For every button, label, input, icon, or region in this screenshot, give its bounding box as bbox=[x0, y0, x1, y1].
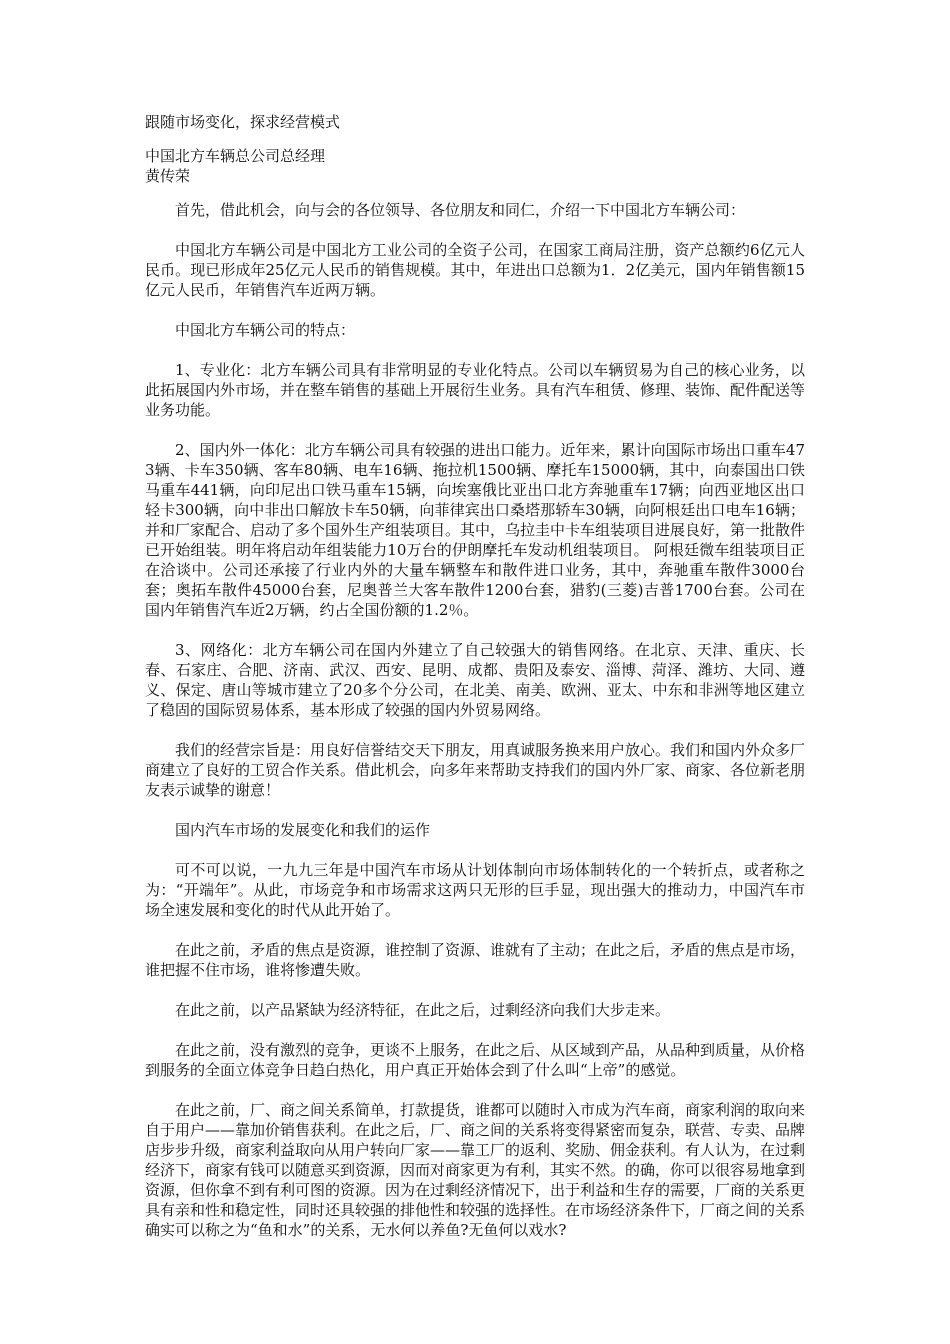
paragraph-company-overview: 中国北方车辆公司是中国北方工业公司的全资子公司，在国家工商局注册，资产总额约6亿元人民币。现已形成年25亿元人民币的销售规模。其中，年进出口总额为1．2亿美元，国内年销售额15亿元人民币，年销售汽车近两万辆。 bbox=[145, 241, 805, 299]
paragraph-resource-vs-market: 在此之前，矛盾的焦点是资源，谁控制了资源、谁就有了主动；在此之后，矛盾的焦点是市场，谁把握不住市场，谁将惨遭失败。 bbox=[145, 941, 806, 979]
paragraph-manufacturer-dealer: 在此之前，厂、商之间关系简单，打款提货，谁都可以随时入市成为汽车商，商家利润的取向来自于用户——靠加价销售获利。在此之后，厂、商之间的关系将变得紧密而复杂，联营、专卖、品牌店步步升级，商家利益取向从用户转向厂家——靠工厂的返利、奖励、佣金获利。有人认为，在过剩经济下，商家有钱可以随意买到资源，因而对商家更为有利，其实不然。的确，你可以很容易地拿到资源，但你拿不到有利可图的资源。因为在过剩经济情况下，出于利益和生存的需要，厂商的关系更具有亲和性和稳定性，同时还具较强的排他性和较强的选择性。在市场经济条件下，厂商之间的关系确实可以称之为“鱼和水”的关系，无水何以养鱼?无鱼何以戏水? bbox=[145, 1101, 806, 1239]
paragraph-shortage-vs-surplus: 在此之前，以产品紧缺为经济特征，在此之后，过剩经济向我们大步走来。 bbox=[175, 1001, 671, 1019]
paragraph-features-heading: 中国北方车辆公司的特点： bbox=[175, 321, 356, 339]
paragraph-competition: 在此之前，没有激烈的竞争，更谈不上服务，在此之后、从区域到产品，从品种到质量，从价格到服务的全面立体竞争日趋白热化，用户真正开始体会到了什么叫“上帝”的感觉。 bbox=[145, 1041, 806, 1079]
paragraph-network: 3、网络化：北方车辆公司在国内外建立了自己较强大的销售网络。在北京、天津、重庆、长春、石家庄、合肥、济南、武汉、西安、昆明、成都、贵阳及泰安、淄博、菏泽、潍坊、大同、遵义、保定、唐山等城市建立了20多个分公司，在北美、南美、欧洲、亚太、中东和非洲等地区建立了稳固的国际贸易体系，基本形成了较强的国内外贸易网络。 bbox=[145, 641, 805, 719]
paragraph-integration: 2、国内外一体化：北方车辆公司具有较强的进出口能力。近年来，累计向国际市场出口重车473辆、卡车350辆、客车80辆、电车16辆、拖拉机1500辆、摩托车15000辆，其中，向泰国出口铁马重车441辆，向印尼出口铁马重车15辆，向埃塞俄比亚出口北方奔驰重车17辆；向西亚地区出口轻卡300辆，向中非出口解放卡车50辆，向菲律宾出口桑塔那轿车30辆，向阿根廷出口电车16辆；并和厂家配合、启动了多个国外生产组装项目。其中，乌拉圭中卡车组装项目进展良好，第一批散件已开始组装。明年将启动年组装能力10万台的伊朗摩托车发动机组装项目。 阿根廷微车组装项目正在洽谈中。公司还承接了行业内外的大量车辆整车和散件进口业务，其中，奔驰重车散件3000台套；奥拓车散件45000台套，尼奥普兰大客车散件1200台套，猎豹(三菱)吉普1700台套。公司在国内年销售汽车近2万辆，约占全国份额的1.2％。 bbox=[145, 441, 806, 619]
document-title: 跟随市场变化，探求经营模式 bbox=[145, 113, 341, 131]
paragraph-turning-point: 可不可以说，一九九三年是中国汽车市场从计划体制向市场体制转化的一个转折点，或者称之为：“开端年”。从此，市场竞争和市场需求这两只无形的巨手显，现出强大的推动力，中国汽车市场全速发展和变化的时代从此开始了。 bbox=[145, 861, 805, 919]
section-heading-market: 国内汽车市场的发展变化和我们的运作 bbox=[175, 821, 431, 839]
author-block bbox=[145, 146, 805, 186]
document-page bbox=[145, 112, 805, 1260]
paragraph-intro: 首先，借此机会，向与会的各位领导、各位朋友和同仁，介绍一下中国北方车辆公司： bbox=[175, 201, 746, 219]
paragraph-business-purpose: 我们的经营宗旨是：用良好信誉结交天下朋友，用真诚服务换来用户放心。我们和国内外众多厂商建立了良好的工贸合作关系。借此机会，向多年来帮助支持我们的国内外厂家、商家、各位新老朋友表示诚挚的谢意！ bbox=[145, 741, 806, 799]
paragraph-specialization: 1、专业化：北方车辆公司具有非常明显的专业化特点。公司以车辆贸易为自己的核心业务，以此拓展国内外市场，并在整车销售的基础上开展衍生业务。具有汽车租赁、修理、装饰、配件配送等业务功能。 bbox=[145, 361, 806, 419]
author-position: 中国北方车辆总公司总经理 bbox=[145, 147, 326, 165]
author-name: 黄传荣 bbox=[145, 167, 191, 185]
